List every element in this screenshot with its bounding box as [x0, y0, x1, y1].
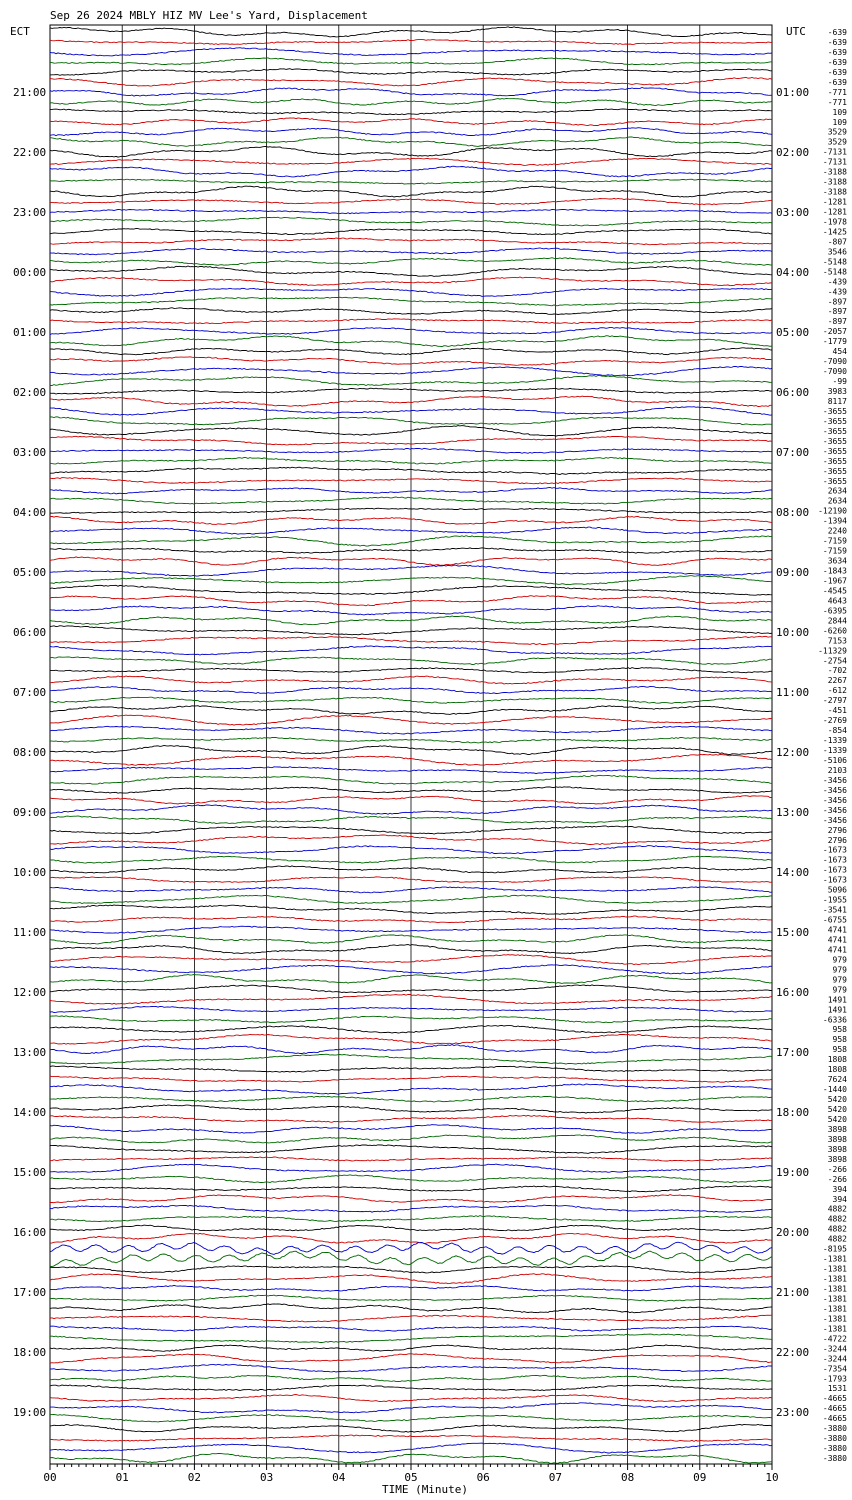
ect-hour-label: 10:00: [13, 866, 47, 879]
trace-value-label: -7131: [822, 157, 847, 167]
trace-value-label: -3880: [822, 1444, 847, 1454]
trace-value-label: -5106: [822, 755, 847, 765]
trace-value-label: 3546: [827, 247, 847, 257]
ect-hour-label: 12:00: [13, 986, 47, 999]
trace-value-label: -771: [827, 87, 847, 97]
trace-value-label: -897: [827, 317, 847, 327]
utc-hour-label: 08:00: [776, 506, 810, 519]
trace-value-label: 3634: [827, 556, 847, 566]
trace-value-label: -8195: [822, 1244, 847, 1254]
ect-hour-label: 04:00: [13, 506, 47, 519]
trace-value-label: -4665: [822, 1414, 847, 1424]
utc-hour-label: 21:00: [776, 1286, 810, 1299]
chart-title: Sep 26 2024 MBLY HIZ MV Lee's Yard, Displacement: [50, 9, 368, 22]
utc-hour-label: 02:00: [776, 146, 810, 159]
trace-value-label: -2769: [822, 716, 847, 726]
trace-value-label: -1381: [822, 1254, 847, 1264]
trace-value-label: -4545: [822, 586, 847, 596]
ect-hour-label: 03:00: [13, 446, 47, 459]
trace-value-label: -11329: [818, 646, 847, 656]
trace-value-label: -1394: [822, 516, 847, 526]
ect-hour-label: 21:00: [13, 86, 47, 99]
trace-value-label: -7159: [822, 546, 847, 556]
trace-value-label: 5096: [827, 885, 847, 895]
trace-value-label: -5148: [822, 267, 847, 277]
trace-value-label: -771: [827, 97, 847, 107]
trace-value-label: 2796: [827, 835, 847, 845]
trace-value-label: 3529: [827, 127, 847, 137]
trace-value-label: 1531: [827, 1384, 847, 1394]
trace-value-label: 979: [832, 965, 847, 975]
utc-hour-label: 23:00: [776, 1406, 810, 1419]
trace-value-label: -1381: [822, 1324, 847, 1334]
trace-value-label: 4882: [827, 1214, 847, 1224]
trace-value-label: -3655: [822, 456, 847, 466]
trace-value-label: -3655: [822, 476, 847, 486]
trace-value-label: -12190: [818, 506, 847, 516]
trace-value-label: -1955: [822, 895, 847, 905]
ect-hour-label: 13:00: [13, 1046, 47, 1059]
trace-value-label: 4882: [827, 1224, 847, 1234]
trace-value-label: 2240: [827, 526, 847, 536]
ect-hour-label: 19:00: [13, 1406, 47, 1419]
trace-value-label: 3983: [827, 387, 847, 396]
trace-value-label: -1779: [822, 337, 847, 347]
trace-value-label: 394: [832, 1184, 847, 1194]
trace-value-label: 979: [832, 975, 847, 985]
trace-value-label: -854: [827, 726, 847, 736]
ect-hour-label: 00:00: [13, 266, 47, 279]
utc-axis-label: UTC: [786, 25, 806, 38]
trace-value-label: -897: [827, 297, 847, 307]
utc-hour-label: 05:00: [776, 326, 810, 339]
trace-value-label: -439: [827, 277, 847, 287]
trace-value-label: -2754: [822, 656, 847, 666]
trace-value-label: 958: [832, 1035, 847, 1045]
trace-value-label: -2797: [822, 696, 847, 706]
trace-value-label: 3529: [827, 137, 847, 147]
trace-value-label: 5420: [827, 1095, 847, 1105]
utc-hour-label: 01:00: [776, 86, 810, 99]
trace-value-label: -3188: [822, 177, 847, 187]
trace-value-label: -3456: [822, 775, 847, 785]
trace-value-label: 1491: [827, 1005, 847, 1015]
x-tick-label: 01: [115, 1471, 129, 1484]
trace-value-label: -1673: [822, 875, 847, 885]
trace-value-label: -7090: [822, 367, 847, 377]
ect-axis-label: ECT: [10, 25, 30, 38]
trace-value-label: -439: [827, 287, 847, 297]
x-tick-label: 00: [43, 1471, 57, 1484]
trace-value-label: -6755: [822, 915, 847, 925]
x-tick-label: 06: [476, 1471, 490, 1484]
ect-hour-label: 23:00: [13, 206, 47, 219]
trace-value-label: -3655: [822, 466, 847, 476]
trace-value-label: -1673: [822, 845, 847, 855]
trace-value-label: 5420: [827, 1105, 847, 1114]
trace-value-label: 4741: [827, 935, 847, 945]
ect-hour-label: 02:00: [13, 386, 47, 399]
trace-value-label: -1381: [822, 1314, 847, 1324]
trace-value-label: -1381: [822, 1294, 847, 1304]
trace-value-label: -639: [827, 28, 847, 37]
utc-hour-label: 14:00: [776, 866, 810, 879]
trace-value-label: 109: [832, 107, 847, 117]
x-tick-label: 07: [548, 1471, 563, 1484]
trace-value-label: -3880: [822, 1434, 847, 1444]
trace-value-label: -6395: [822, 606, 847, 616]
trace-value-label: 4882: [827, 1234, 847, 1244]
trace-value-label: -3655: [822, 446, 847, 456]
utc-hour-label: 19:00: [776, 1166, 810, 1179]
trace-value-label: -7131: [822, 147, 847, 157]
utc-hour-label: 11:00: [776, 686, 810, 699]
trace-value-label: 1808: [827, 1055, 847, 1065]
trace-value-label: -3541: [822, 905, 847, 915]
trace-value-label: 4741: [827, 945, 847, 955]
x-tick-label: 08: [620, 1471, 635, 1484]
trace-value-label: -639: [827, 57, 847, 67]
trace-value-label: -3456: [822, 805, 847, 815]
trace-value-label: 1808: [827, 1065, 847, 1075]
utc-hour-label: 12:00: [776, 746, 810, 759]
utc-hour-label: 17:00: [776, 1046, 810, 1059]
trace-value-label: 454: [832, 347, 847, 357]
trace-value-label: 979: [832, 955, 847, 965]
trace-value-label: 2844: [827, 616, 847, 626]
trace-value-label: -3188: [822, 187, 847, 197]
ect-hour-label: 09:00: [13, 806, 47, 819]
trace-value-label: 3898: [827, 1154, 847, 1164]
x-tick-label: 05: [404, 1471, 418, 1484]
trace-value-label: -1673: [822, 855, 847, 865]
ect-hour-label: 11:00: [13, 926, 47, 939]
ect-hour-label: 22:00: [13, 146, 47, 159]
utc-hour-label: 09:00: [776, 566, 810, 579]
trace-value-label: 958: [832, 1045, 847, 1055]
ect-hour-label: 01:00: [13, 326, 47, 339]
trace-value-label: -639: [827, 37, 847, 47]
trace-value-label: 979: [832, 985, 847, 995]
trace-value-label: 8117: [827, 396, 847, 406]
trace-value-label: -1381: [822, 1304, 847, 1314]
trace-value-label: -3244: [822, 1344, 847, 1354]
trace-value-label: -1339: [822, 736, 847, 746]
trace-value-label: -99: [832, 377, 847, 387]
utc-hour-label: 03:00: [776, 206, 810, 219]
x-tick-label: 02: [187, 1471, 202, 1484]
utc-hour-label: 13:00: [776, 806, 810, 819]
trace-value-label: -3880: [822, 1424, 847, 1434]
trace-value-label: -2057: [822, 327, 847, 337]
trace-value-label: -4722: [822, 1334, 847, 1344]
trace-value-label: -612: [827, 686, 847, 696]
trace-value-label: -3456: [822, 785, 847, 795]
ect-hour-label: 06:00: [13, 626, 47, 639]
trace-value-label: -5148: [822, 257, 847, 267]
trace-value-label: -639: [827, 77, 847, 87]
ect-hour-label: 07:00: [13, 686, 47, 699]
utc-hour-label: 04:00: [776, 266, 810, 279]
trace-value-label: -3655: [822, 436, 847, 446]
trace-value-label: -6260: [822, 626, 847, 636]
x-tick-label: 03: [259, 1471, 274, 1484]
utc-hour-label: 07:00: [776, 446, 810, 459]
trace-value-label: -3655: [822, 406, 847, 416]
trace-value-label: -7354: [822, 1364, 847, 1374]
trace-value-label: -3880: [822, 1454, 847, 1464]
trace-value-label: 2103: [827, 765, 847, 775]
trace-value-label: -3655: [822, 416, 847, 426]
trace-value-label: -1673: [822, 865, 847, 875]
trace-value-label: -1381: [822, 1274, 847, 1284]
ect-hour-label: 05:00: [13, 566, 47, 579]
utc-hour-label: 22:00: [776, 1346, 810, 1359]
trace-value-label: 394: [832, 1194, 847, 1204]
trace-value-label: -702: [827, 666, 847, 676]
trace-value-label: -6336: [822, 1015, 847, 1025]
trace-value-label: -3188: [822, 167, 847, 177]
x-tick-label: 04: [332, 1471, 346, 1484]
trace-value-label: -1281: [822, 197, 847, 207]
trace-value-label: 958: [832, 1025, 847, 1035]
trace-value-label: 3898: [827, 1134, 847, 1144]
ect-hour-label: 08:00: [13, 746, 47, 759]
trace-value-label: 3898: [827, 1124, 847, 1134]
trace-value-label: -1793: [822, 1374, 847, 1384]
trace-value-label: -1381: [822, 1284, 847, 1294]
utc-hour-label: 18:00: [776, 1106, 810, 1119]
utc-hour-label: 15:00: [776, 926, 810, 939]
trace-value-label: -1281: [822, 207, 847, 217]
trace-value-label: -897: [827, 307, 847, 317]
trace-value-label: -639: [827, 67, 847, 77]
trace-value-label: -3655: [822, 426, 847, 436]
ect-hour-label: 18:00: [13, 1346, 47, 1359]
trace-value-label: -1967: [822, 576, 847, 586]
trace-value-label: -1339: [822, 746, 847, 755]
trace-value-label: 2634: [827, 496, 847, 506]
trace-value-label: 4741: [827, 925, 847, 935]
trace-value-label: 7624: [827, 1075, 847, 1085]
trace-value-label: -4665: [822, 1404, 847, 1414]
utc-hour-label: 06:00: [776, 386, 810, 399]
ect-hour-label: 15:00: [13, 1166, 47, 1179]
trace-value-label: -7090: [822, 357, 847, 367]
utc-hour-label: 16:00: [776, 986, 810, 999]
trace-value-label: 2634: [827, 486, 847, 496]
trace-value-label: -3456: [822, 815, 847, 825]
trace-value-label: 4643: [827, 596, 847, 606]
trace-value-label: -266: [827, 1164, 847, 1174]
trace-value-label: -1381: [822, 1264, 847, 1274]
trace-value-label: -3244: [822, 1354, 847, 1364]
x-tick-label: 09: [693, 1471, 707, 1484]
trace-value-label: -7159: [822, 536, 847, 546]
x-axis-label: TIME (Minute): [381, 1483, 469, 1496]
trace-value-label: -451: [827, 706, 847, 716]
trace-value-label: -3456: [822, 795, 847, 805]
utc-hour-label: 10:00: [776, 626, 810, 639]
trace-value-label: -807: [827, 237, 847, 247]
utc-hour-label: 20:00: [776, 1226, 810, 1239]
trace-value-label: -266: [827, 1174, 847, 1184]
trace-value-label: 4882: [827, 1204, 847, 1214]
trace-value-label: 2267: [827, 676, 847, 686]
trace-value-label: -4665: [822, 1394, 847, 1404]
trace-value-label: -639: [827, 47, 847, 57]
ect-hour-label: 17:00: [13, 1286, 47, 1299]
trace-value-label: 5420: [827, 1114, 847, 1124]
trace-value-label: -1440: [822, 1085, 847, 1095]
trace-value-label: -1978: [822, 217, 847, 227]
ect-hour-label: 16:00: [13, 1226, 47, 1239]
trace-value-label: 3898: [827, 1144, 847, 1154]
trace-value-label: 7153: [827, 636, 847, 646]
trace-value-label: -1425: [822, 227, 847, 237]
trace-value-label: 1491: [827, 995, 847, 1005]
trace-value-label: 2796: [827, 825, 847, 835]
ect-hour-label: 14:00: [13, 1106, 47, 1119]
x-tick-label: 10: [765, 1471, 779, 1484]
trace-value-label: 109: [832, 117, 847, 127]
trace-value-label: -1843: [822, 566, 847, 576]
